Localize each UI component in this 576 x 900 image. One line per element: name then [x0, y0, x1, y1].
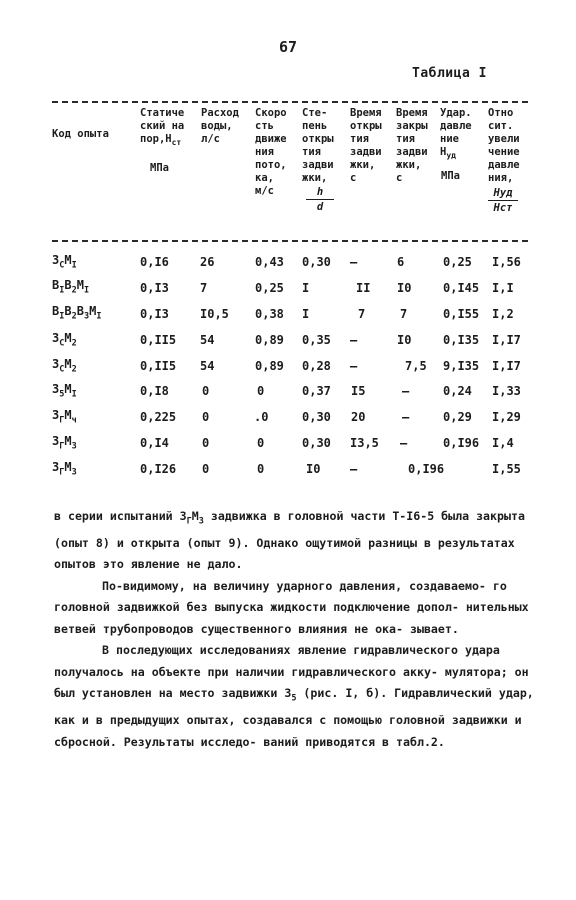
- header-degree: Сте- пень откры тия задви жки,: [302, 107, 334, 184]
- row-6-open: I5: [351, 384, 366, 398]
- row-8-open: I3,5: [350, 436, 379, 450]
- paragraph-3: В последующих исследованиях явление гидравлического удара получалось на объекте при наличии гидравлического акку- мулятора; он был установлен на место задвижки $3_5$ (рис. I, б). Гидравлический удар, как и в предыдущих опытах, создавался с помощью головной задвижки и сбросной. Результаты исследо- ваний приводятся в табл.2.: [54, 643, 534, 749]
- row-4-open: –: [350, 333, 358, 347]
- row-4-speed: 0,89: [255, 333, 284, 347]
- page-number: 67: [278, 38, 298, 56]
- row-2-relative: I,I: [492, 281, 514, 295]
- row-4-relative: I,I7: [492, 333, 521, 347]
- row-5-open: –: [350, 359, 358, 373]
- row-8-static: 0,I4: [140, 436, 169, 450]
- row-7-static: 0,225: [140, 410, 177, 424]
- row-3-close: 7: [400, 307, 408, 321]
- paragraph-2: По-видимому, на величину ударного давления, создаваемо- го головной задвижкой без выпуска жидкости подключение допол- нительных ветвей трубопроводов существенного влияния не ока- зывает.: [54, 578, 529, 636]
- row-5-close: 7,5: [405, 359, 427, 373]
- row-7-relative: I,29: [492, 410, 521, 424]
- row-1-flow: 26: [200, 255, 215, 269]
- row-7-speed: .0: [254, 410, 269, 424]
- row-6-flow: 0: [202, 384, 210, 398]
- row-3-static: 0,I3: [140, 307, 169, 321]
- row-8-code: $3_ГМ_3$: [52, 434, 77, 452]
- row-4-flow: 54: [200, 333, 215, 347]
- row-3-speed: 0,38: [255, 307, 284, 321]
- row-6-relative: I,33: [492, 384, 521, 398]
- paragraph-1: в серии испытаний $3_ГМ_3$ задвижка в головной части Т-I6-5 была закрыта (опыт 8) и открыта (опыт 9). Однако ощутимой разницы в результатах опытов это явление не дало.: [54, 509, 525, 572]
- row-1-relative: I,56: [492, 255, 521, 269]
- row-5-static: 0,II5: [140, 359, 177, 373]
- row-1-open: –: [350, 255, 358, 269]
- row-7-flow: 0: [202, 410, 210, 424]
- row-7-degree: 0,30: [302, 410, 331, 424]
- row-6-code: $3_5М_I$: [52, 382, 77, 400]
- row-2-static: 0,I3: [140, 281, 169, 295]
- row-7-open: 20: [351, 410, 366, 424]
- row-5-degree: 0,28: [302, 359, 331, 373]
- body-text: [54, 506, 534, 753]
- row-1-speed: 0,43: [255, 255, 284, 269]
- row-9-flow: 0: [202, 462, 210, 476]
- row-1-close: 6: [397, 255, 405, 269]
- row-2-flow: 7: [200, 281, 208, 295]
- header-static: Статиче ский на $пор,Н_{ст}$: [140, 107, 185, 148]
- row-8-degree: 0,30: [302, 436, 331, 450]
- row-3-degree: I: [302, 307, 310, 321]
- row-9-open: –: [350, 462, 358, 476]
- row-5-relative: I,I7: [492, 359, 521, 373]
- header-relative-fraction: Нуд Нст: [488, 187, 518, 214]
- row-2-degree: I: [302, 281, 310, 295]
- header-relative: Отно сит. увели чение давле ния,: [488, 107, 520, 184]
- row-4-code: $3_СМ_2$: [52, 331, 77, 349]
- header-close-time: Время закры тия задви жки, с: [396, 107, 428, 184]
- row-2-close: I0: [397, 281, 412, 295]
- row-6-static: 0,I8: [140, 384, 169, 398]
- row-7-close: –: [402, 410, 410, 424]
- row-2-impact: 0,I45: [443, 281, 480, 295]
- row-7-impact: 0,29: [443, 410, 472, 424]
- row-3-relative: I,2: [492, 307, 514, 321]
- row-9-static: 0,I26: [140, 462, 177, 476]
- row-4-close: I0: [397, 333, 412, 347]
- row-5-impact: 9,I35: [443, 359, 480, 373]
- header-degree-fraction: h d: [306, 186, 334, 213]
- row-8-speed: 0: [257, 436, 265, 450]
- row-3-impact: 0,I55: [443, 307, 480, 321]
- row-6-impact: 0,24: [443, 384, 472, 398]
- table-label: Таблица I: [412, 66, 487, 81]
- row-8-impact: 0,I96: [443, 436, 480, 450]
- row-3-code: $В_IВ_2В_3М_I$: [52, 304, 102, 322]
- row-8-close: –: [400, 436, 408, 450]
- table-top-rule: [52, 101, 528, 103]
- row-5-speed: 0,89: [255, 359, 284, 373]
- row-9-degree: I0: [306, 462, 321, 476]
- header-impact-unit: МПа: [441, 170, 460, 182]
- row-1-code: $3_СМ_I$: [52, 253, 77, 271]
- row-2-speed: 0,25: [255, 281, 284, 295]
- row-8-relative: I,4: [492, 436, 514, 450]
- row-6-speed: 0: [257, 384, 265, 398]
- row-3-open: 7: [358, 307, 366, 321]
- row-4-impact: 0,I35: [443, 333, 480, 347]
- row-1-degree: 0,30: [302, 255, 331, 269]
- header-flow: Расход воды, л/с: [201, 107, 239, 145]
- row-2-open: II: [356, 281, 371, 295]
- header-impact: Удар. давле ние $Н_{уд}$: [440, 107, 472, 161]
- row-1-static: 0,I6: [140, 255, 169, 269]
- header-speed: Скоро сть движе ния пото, ка, м/с: [255, 107, 287, 197]
- row-8-flow: 0: [202, 436, 210, 450]
- header-open-time: Время откры тия задви жки, с: [350, 107, 382, 184]
- row-5-code: $3_СМ_2$: [52, 357, 77, 375]
- row-4-degree: 0,35: [302, 333, 331, 347]
- row-7-code: $3_ГМ_ч$: [52, 408, 77, 426]
- row-4-static: 0,II5: [140, 333, 177, 347]
- row-3-flow: I0,5: [200, 307, 229, 321]
- header-static-unit: МПа: [150, 162, 169, 174]
- table-header-rule: [52, 240, 528, 242]
- row-9-relative: I,55: [492, 462, 521, 476]
- row-6-degree: 0,37: [302, 384, 331, 398]
- row-1-impact: 0,25: [443, 255, 472, 269]
- row-6-close: –: [402, 384, 410, 398]
- row-2-code: $В_IВ_2М_I$: [52, 278, 90, 296]
- header-code: Код опыта: [52, 128, 109, 140]
- row-9-code: $3_ГМ_3$: [52, 460, 77, 478]
- row-5-flow: 54: [200, 359, 215, 373]
- row-9-close: 0,I96: [408, 462, 445, 476]
- row-9-speed: 0: [257, 462, 265, 476]
